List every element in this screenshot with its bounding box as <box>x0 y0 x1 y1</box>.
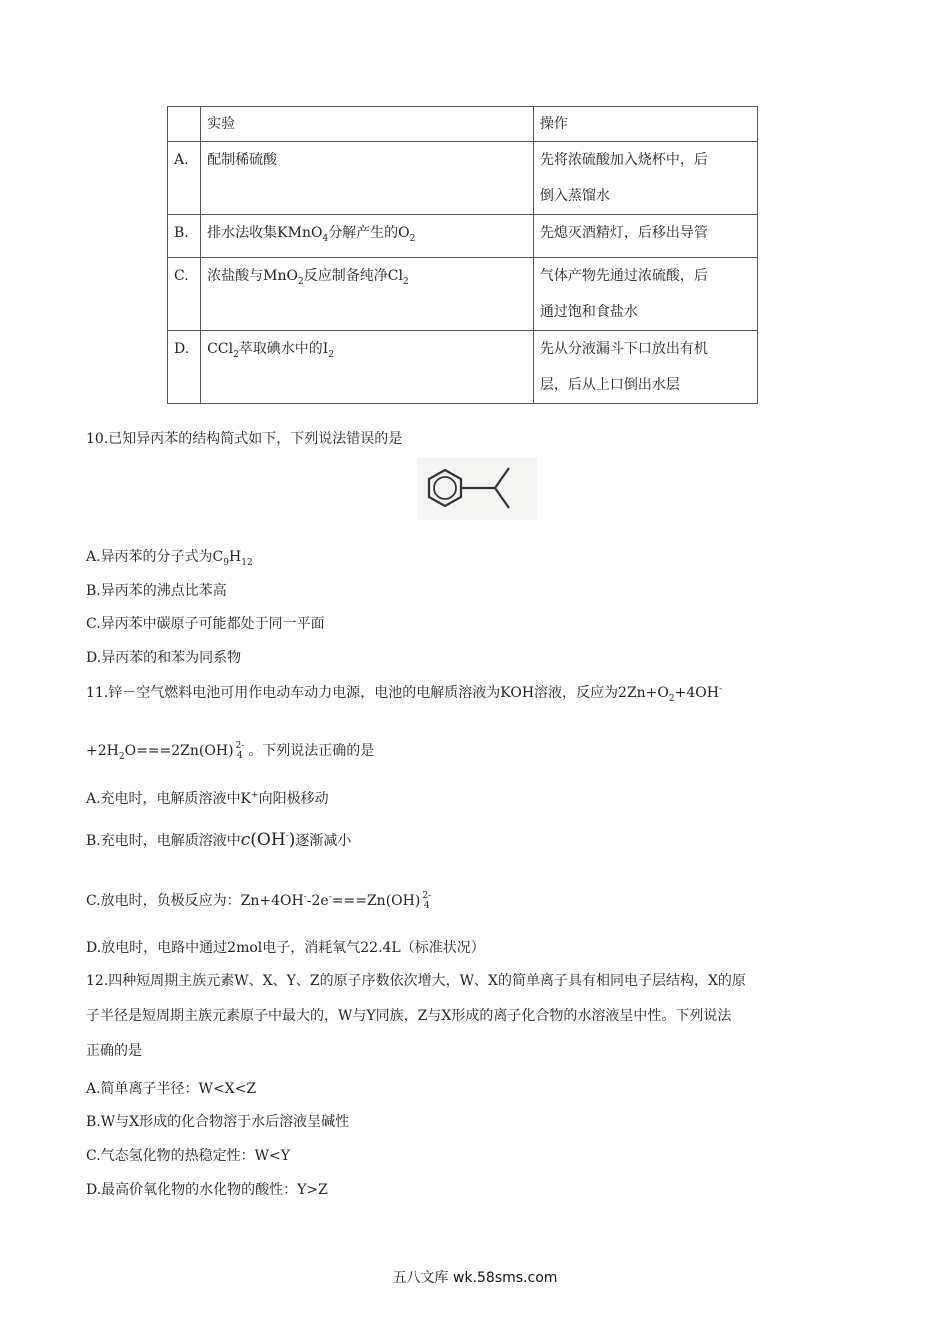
operation-line-2: 层，后从上口倒出水层 <box>539 376 680 393</box>
q11-option-c <box>86 890 431 911</box>
option-text: ===Zn(OH) <box>331 893 421 909</box>
q12-option-c: C.气态氢化物的热稳定性：W<Y <box>86 1148 291 1164</box>
concentration-expression <box>241 830 296 850</box>
frac-bottom: 4 <box>423 901 430 911</box>
q10-option-a <box>86 546 253 568</box>
stem-text: 。下列说法正确的是 <box>248 743 375 759</box>
frac-bottom: 4 <box>237 751 243 761</box>
stem-sub: 2 <box>118 751 125 762</box>
row-experiment <box>201 257 534 330</box>
q12-option-b: B.W与X形成的化合物溶于水后溶液呈碱性 <box>86 1114 350 1130</box>
row-operation <box>533 142 757 215</box>
q12-stem-line-3: 正确的是 <box>86 1043 142 1059</box>
frac-top: 2- <box>422 891 432 901</box>
exp-sub: 2 <box>328 349 335 360</box>
row-label: C. <box>168 257 201 330</box>
option-text: B.充电时，电解质溶液中 <box>86 833 241 849</box>
exp-sub: 4 <box>322 233 329 244</box>
exp-sub: 2 <box>233 349 239 360</box>
q11-option-d: D.放电时，电路中通过2mol电子，消耗氧气22.4L（标准状况） <box>86 940 485 956</box>
c-symbol: c <box>240 830 251 850</box>
header-cell-operation: 操作 <box>533 107 757 142</box>
experiment-table <box>167 106 758 404</box>
q12-stem-line-2: 子半径是短周期主族元素原子中最大的，W与Y同族，Z与X形成的离子化合物的水溶液呈中性。下列说法 <box>86 1008 732 1024</box>
oh-close: ) <box>288 830 296 850</box>
exp-text: 分解产生的O <box>328 225 410 241</box>
row-label: B. <box>168 215 201 258</box>
stem-text: O===2Zn(OH) <box>124 743 234 759</box>
q12-stem-line-1: 12.四种短周期主族元素W、X、Y、Z的原子序数依次增大，W、X的简单离子具有相同电子层结构，X的原 <box>86 973 746 989</box>
q11-option-a <box>86 788 329 808</box>
option-text: 向阳极移动 <box>258 791 329 807</box>
table-row <box>168 257 758 330</box>
frac-top: 2- <box>235 741 245 751</box>
exp-sub: 2 <box>298 276 304 287</box>
q11-stem-line-2 <box>86 740 374 762</box>
option-sup: + <box>251 790 259 801</box>
q10-option-b: B.异丙苯的沸点比苯高 <box>86 583 227 599</box>
option-sub: 12 <box>241 557 253 568</box>
option-text: C.放电时，负极反应为：Zn+4OH <box>86 893 304 909</box>
table-row <box>168 142 758 215</box>
q10-stem: 10.已知异丙苯的结构简式如下，下列说法错误的是 <box>86 431 403 447</box>
operation-line-1: 气体产物先通过浓硫酸，后 <box>539 267 708 284</box>
row-label: A. <box>168 142 201 215</box>
page-footer: 五八文库 wk.58sms.com <box>392 1270 558 1286</box>
exp-sub: 2 <box>409 233 416 244</box>
exp-text: 排水法收集KMnO <box>207 225 323 241</box>
table-row <box>168 330 758 403</box>
q12-option-a: A.简单离子半径：W<X<Z <box>86 1081 257 1097</box>
q11-stem-line-1 <box>86 682 722 704</box>
option-sup: - <box>303 892 307 903</box>
operation-line-2: 通过饱和食盐水 <box>539 303 638 320</box>
exp-text: 萃取碘水中的I <box>238 340 329 357</box>
oh-sup: - <box>285 831 289 842</box>
stem-sup: - <box>718 684 723 695</box>
operation-line-1: 先将浓硫酸加入烧杯中，后 <box>539 152 708 168</box>
table-header-row <box>168 107 758 142</box>
option-sup: - <box>328 892 332 903</box>
isopropylbenzene-structure-icon <box>417 458 537 520</box>
q10-option-c: C.异丙苯中碳原子可能都处于同一平面 <box>86 616 325 632</box>
row-experiment <box>201 215 534 258</box>
ion-charge <box>422 891 431 911</box>
row-operation <box>533 330 757 403</box>
q11-option-b <box>86 830 351 850</box>
operation-line-2: 倒入蒸馏水 <box>539 188 610 204</box>
header-cell-blank <box>168 107 201 142</box>
exp-text: 反应制备纯净Cl <box>303 267 403 284</box>
exp-text: CCl <box>207 340 234 357</box>
row-experiment <box>201 330 534 403</box>
row-operation: 先熄灭酒精灯，后移出导管 <box>533 215 757 258</box>
operation-line-1: 先从分液漏斗下口放出有机 <box>539 340 708 357</box>
table-row <box>168 215 758 258</box>
stem-text: +2H <box>86 743 119 759</box>
q10-option-d: D.异丙苯的和苯为同系物 <box>86 650 242 666</box>
option-sub: 9 <box>223 557 230 568</box>
stem-text: +4OH <box>674 685 719 701</box>
stem-sub: 2 <box>668 693 675 704</box>
row-label: D. <box>168 330 201 403</box>
row-experiment: 配制稀硫酸 <box>201 142 534 215</box>
stem-text: 11.锌－空气燃料电池可用作电动车动力电源，电池的电解质溶液为KOH溶液，反应为2Zn+O <box>86 685 669 701</box>
exp-text: 浓盐酸与MnO <box>207 267 298 284</box>
ion-charge <box>236 741 245 761</box>
exp-sub: 2 <box>402 276 409 287</box>
header-cell-experiment: 实验 <box>201 107 534 142</box>
option-text: H <box>229 549 242 565</box>
option-text: -2e <box>306 893 329 909</box>
row-operation <box>533 257 757 330</box>
oh-text: (OH <box>250 830 286 850</box>
q12-option-d: D.最高价氧化物的水化物的酸性：Y>Z <box>86 1182 328 1198</box>
option-text: A.异丙苯的分子式为C <box>86 549 224 565</box>
option-text: 逐渐减小 <box>295 833 352 849</box>
option-text: A.充电时，电解质溶液中K <box>86 791 252 807</box>
